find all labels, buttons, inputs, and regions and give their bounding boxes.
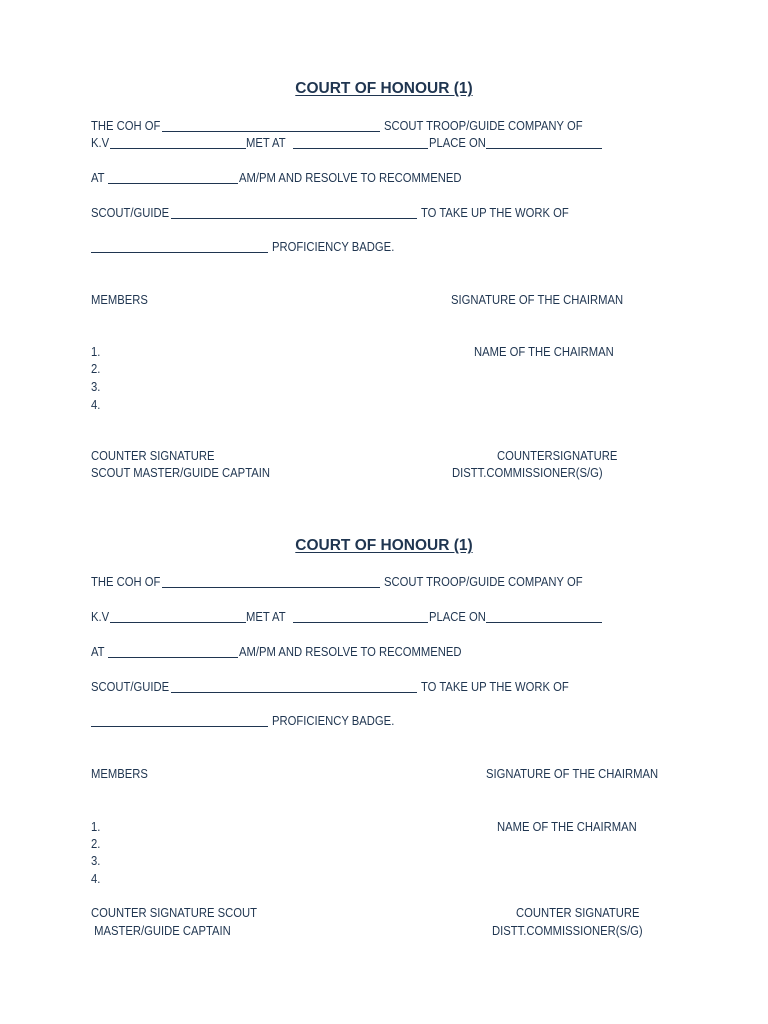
met-at-blank[interactable] [293,611,428,623]
member-number-3: 3. [91,854,101,868]
coh-name-blank[interactable] [162,576,380,588]
coh-name-blank[interactable] [162,120,380,132]
kv-blank[interactable] [110,137,246,149]
take-up-work-label: TO TAKE UP THE WORK OF [421,206,569,220]
met-at-label: MET AT [246,136,286,150]
coh-of-label: THE COH OF [91,119,161,133]
members-label: MEMBERS [91,767,148,781]
place-on-blank[interactable] [486,611,602,623]
coh-of-label: THE COH OF [91,575,161,589]
take-up-work-label: TO TAKE UP THE WORK OF [421,680,569,694]
time-blank[interactable] [108,646,238,658]
member-number-1: 1. [91,820,101,834]
counter-signature-left-2: SCOUT MASTER/GUIDE CAPTAIN [91,466,270,480]
scout-guide-label: SCOUT/GUIDE [91,206,170,220]
ampm-recommend-label: AM/PM AND RESOLVE TO RECOMMENED [239,645,462,659]
kv-label: K.V [91,610,110,624]
kv-label: K.V [91,136,110,150]
ampm-recommend-label: AM/PM AND RESOLVE TO RECOMMENED [239,171,462,185]
counter-signature-left-1: COUNTER SIGNATURE SCOUT [91,906,258,920]
member-number-3: 3. [91,380,101,394]
met-at-label: MET AT [246,610,286,624]
signature-chairman-label: SIGNATURE OF THE CHAIRMAN [451,293,624,307]
place-on-blank[interactable] [486,137,602,149]
member-number-2: 2. [91,837,101,851]
time-blank[interactable] [108,172,238,184]
badge-blank[interactable] [91,715,268,727]
counter-signature-right-2: DISTT.COMMISSIONER(S/G) [492,924,643,938]
form-title: COURT OF HONOUR (1) [295,537,473,554]
name-chairman-label: NAME OF THE CHAIRMAN [474,345,614,359]
name-chairman-label: NAME OF THE CHAIRMAN [497,820,637,834]
counter-signature-right-2: DISTT.COMMISSIONER(S/G) [452,466,603,480]
scout-guide-label: SCOUT/GUIDE [91,680,170,694]
scout-guide-blank[interactable] [171,207,417,219]
proficiency-badge-label: PROFICIENCY BADGE. [272,240,395,254]
members-label: MEMBERS [91,293,148,307]
signature-chairman-label: SIGNATURE OF THE CHAIRMAN [486,767,659,781]
counter-signature-right-1: COUNTERSIGNATURE [497,449,618,463]
troop-company-label: SCOUT TROOP/GUIDE COMPANY OF [384,119,583,133]
kv-blank[interactable] [110,611,246,623]
troop-company-label: SCOUT TROOP/GUIDE COMPANY OF [384,575,583,589]
place-on-label: PLACE ON [429,610,486,624]
member-number-4: 4. [91,398,101,412]
counter-signature-left-1: COUNTER SIGNATURE [91,449,215,463]
badge-blank[interactable] [91,241,268,253]
scout-guide-blank[interactable] [171,681,417,693]
member-number-2: 2. [91,362,101,376]
counter-signature-right-1: COUNTER SIGNATURE [516,906,640,920]
member-number-1: 1. [91,345,101,359]
proficiency-badge-label: PROFICIENCY BADGE. [272,714,395,728]
met-at-blank[interactable] [293,137,428,149]
place-on-label: PLACE ON [429,136,486,150]
counter-signature-left-2: MASTER/GUIDE CAPTAIN [91,924,231,938]
member-number-4: 4. [91,872,101,886]
at-label: AT [91,645,105,659]
at-label: AT [91,171,105,185]
form-title: COURT OF HONOUR (1) [295,80,473,97]
